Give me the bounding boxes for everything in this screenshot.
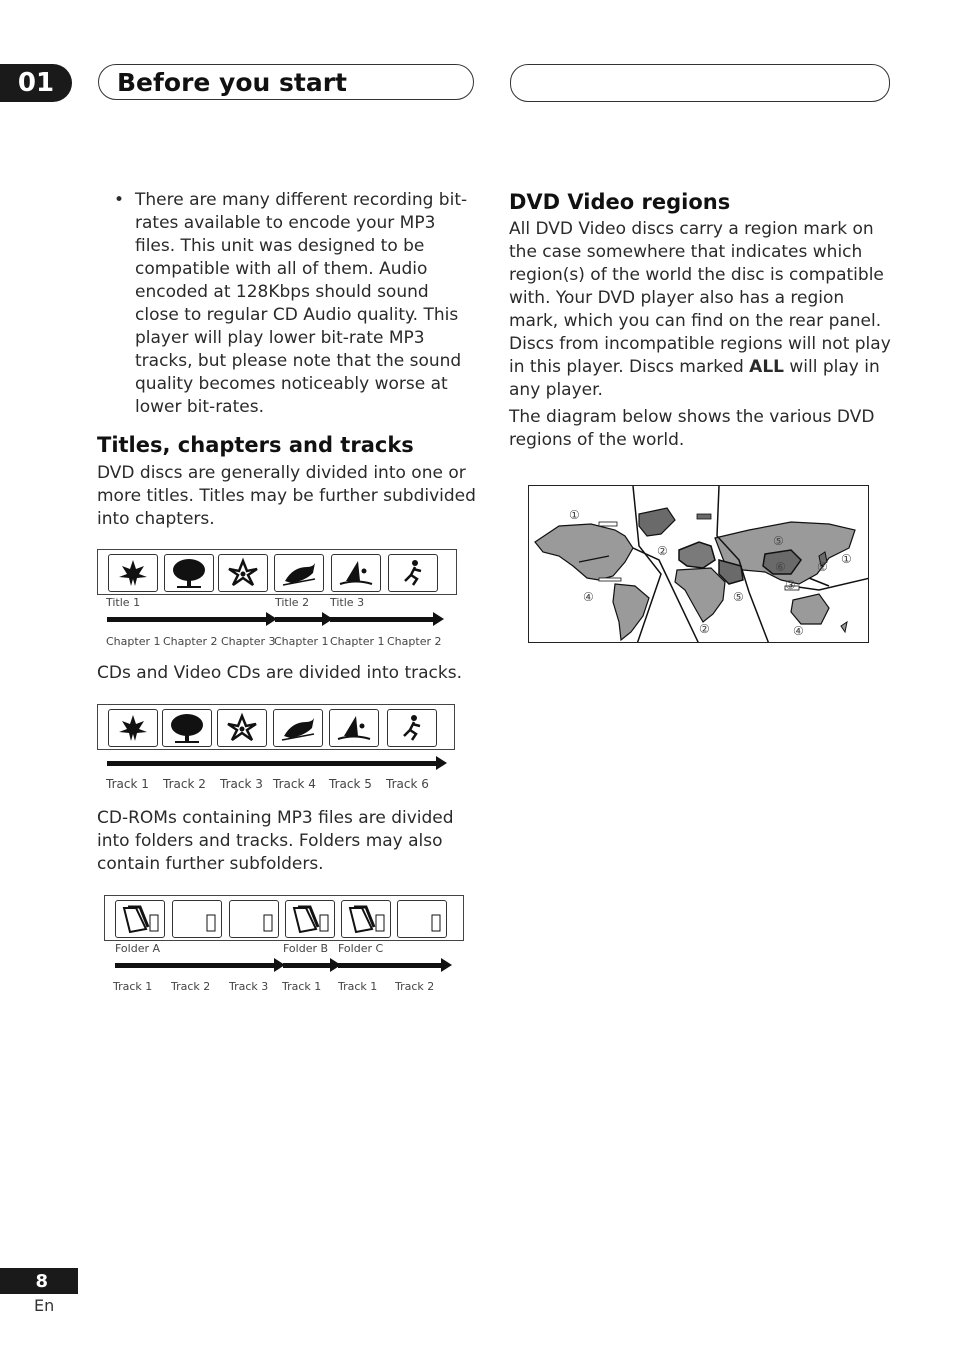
folder-mp3-icon	[341, 900, 391, 938]
dvd-regions-para2: The diagram below shows the various DVD regions of the world.	[509, 407, 875, 450]
bullet-text: There are many different recording bit-rates available to encode your MP3 files. This unit was designed to be compatible with all of them. Audio encoded at 128Kbps should sound close to regular CD Audio quality. This player will play lower bit-rate MP3 tracks, but please note that the sound quality becomes noticeably worse at lower bit-rates.	[135, 190, 468, 417]
folder-b-arrow	[283, 963, 331, 968]
title-3-arrow	[330, 617, 434, 622]
cdrom-text: CD-ROMs containing MP3 files are divided into folders and tracks. Folders may also contain further subfolders.	[97, 808, 454, 874]
track-label: Track 1	[282, 980, 322, 993]
bird-icon	[273, 709, 323, 747]
bullet-mark: •	[114, 190, 125, 210]
windsurfer-icon	[331, 554, 381, 592]
titles-intro: DVD discs are generally divided into one or more titles. Titles may be further subdivided into chapters.	[97, 463, 476, 529]
track-label: Track 5	[329, 777, 372, 791]
lily-icon	[218, 554, 268, 592]
folder-label: Folder C	[338, 942, 384, 955]
dvd-regions-section	[509, 190, 730, 214]
windsurfer-icon	[329, 709, 379, 747]
chapter-number-badge: 01	[0, 64, 72, 102]
header-empty-box	[510, 64, 890, 102]
folder-label: Folder A	[115, 942, 161, 955]
folder-mp3-icon	[115, 900, 165, 938]
lily-icon	[217, 709, 267, 747]
title-label: Title 2	[275, 596, 310, 609]
region-5-mark: ⑤	[733, 590, 744, 604]
bird-icon	[274, 554, 324, 592]
cd-tracks-arrow	[107, 761, 437, 766]
filmstrip	[97, 704, 455, 750]
track-label: Track 1	[113, 980, 153, 993]
para-text: will play in any player.	[509, 357, 880, 400]
folder-label: Folder B	[283, 942, 329, 955]
title-1-arrow	[107, 617, 267, 622]
region-5-mark: ⑤	[773, 534, 784, 548]
section-heading-dvd-regions: DVD Video regions	[509, 190, 731, 214]
region-4-mark: ④	[583, 590, 594, 604]
chapter-label: Chapter 2	[387, 635, 442, 648]
track-label: Track 6	[386, 777, 429, 791]
track-label: Track 4	[273, 777, 316, 791]
region-2-mark: ②	[657, 544, 668, 558]
dvd-region-world-map	[528, 485, 869, 643]
track-label: Track 2	[171, 980, 211, 993]
language-code: En	[34, 1296, 55, 1315]
titles-section	[97, 433, 477, 531]
region-3-mark: ③	[785, 578, 796, 592]
leaf-icon	[108, 709, 158, 747]
chapter-label: Chapter 3	[221, 635, 276, 648]
chapter-label: Chapter 1	[274, 635, 329, 648]
track-label: Track 3	[220, 777, 263, 791]
region-2-mark: ②	[817, 560, 828, 574]
track-label: Track 1	[106, 777, 149, 791]
region-2-mark: ②	[699, 622, 710, 636]
leaf-icon	[108, 554, 158, 592]
page-number: 8	[0, 1268, 78, 1294]
section-heading-titles: Titles, chapters and tracks	[97, 433, 414, 457]
track-label: Track 2	[163, 777, 206, 791]
chapter-label: Chapter 1	[106, 635, 161, 648]
title-label: Title 1	[106, 596, 141, 609]
cd-tracks-text: CDs and Video CDs are divided into tracks.	[97, 663, 462, 683]
folder-a-arrow	[115, 963, 275, 968]
tree-icon	[162, 709, 212, 747]
mp3-file-icon	[229, 900, 279, 938]
folder-c-arrow	[338, 963, 442, 968]
region-4-mark: ④	[793, 624, 804, 638]
track-label: Track 3	[229, 980, 269, 993]
mp3-bitrate-bullet	[114, 189, 476, 419]
track-label: Track 2	[395, 980, 435, 993]
track-label: Track 1	[338, 980, 378, 993]
dvd-regions-para1	[509, 218, 894, 402]
filmstrip	[104, 895, 464, 941]
all-mark: ALL	[749, 357, 784, 377]
title-label: Title 3	[330, 596, 365, 609]
tree-icon	[164, 554, 214, 592]
mp3-file-icon	[397, 900, 447, 938]
page-title: Before you start	[98, 64, 474, 100]
skater-icon	[388, 554, 438, 592]
filmstrip	[97, 549, 457, 595]
skater-icon	[387, 709, 437, 747]
region-6-mark: ⑥	[775, 560, 786, 574]
chapter-label: Chapter 1	[330, 635, 385, 648]
para-text: All DVD Video discs carry a region mark on the case somewhere that indicates which region(s) of the world the disc is compatible with. Your DVD player also has a region mark, which you can find on the rear panel. Discs from incompatible regions will not play in this player. Discs marked	[509, 219, 891, 377]
mp3-file-icon	[172, 900, 222, 938]
chapter-label: Chapter 2	[163, 635, 218, 648]
region-1-mark: ①	[569, 508, 580, 522]
folder-mp3-icon	[285, 900, 335, 938]
title-2-arrow	[275, 617, 323, 622]
region-1-mark: ①	[841, 552, 852, 566]
